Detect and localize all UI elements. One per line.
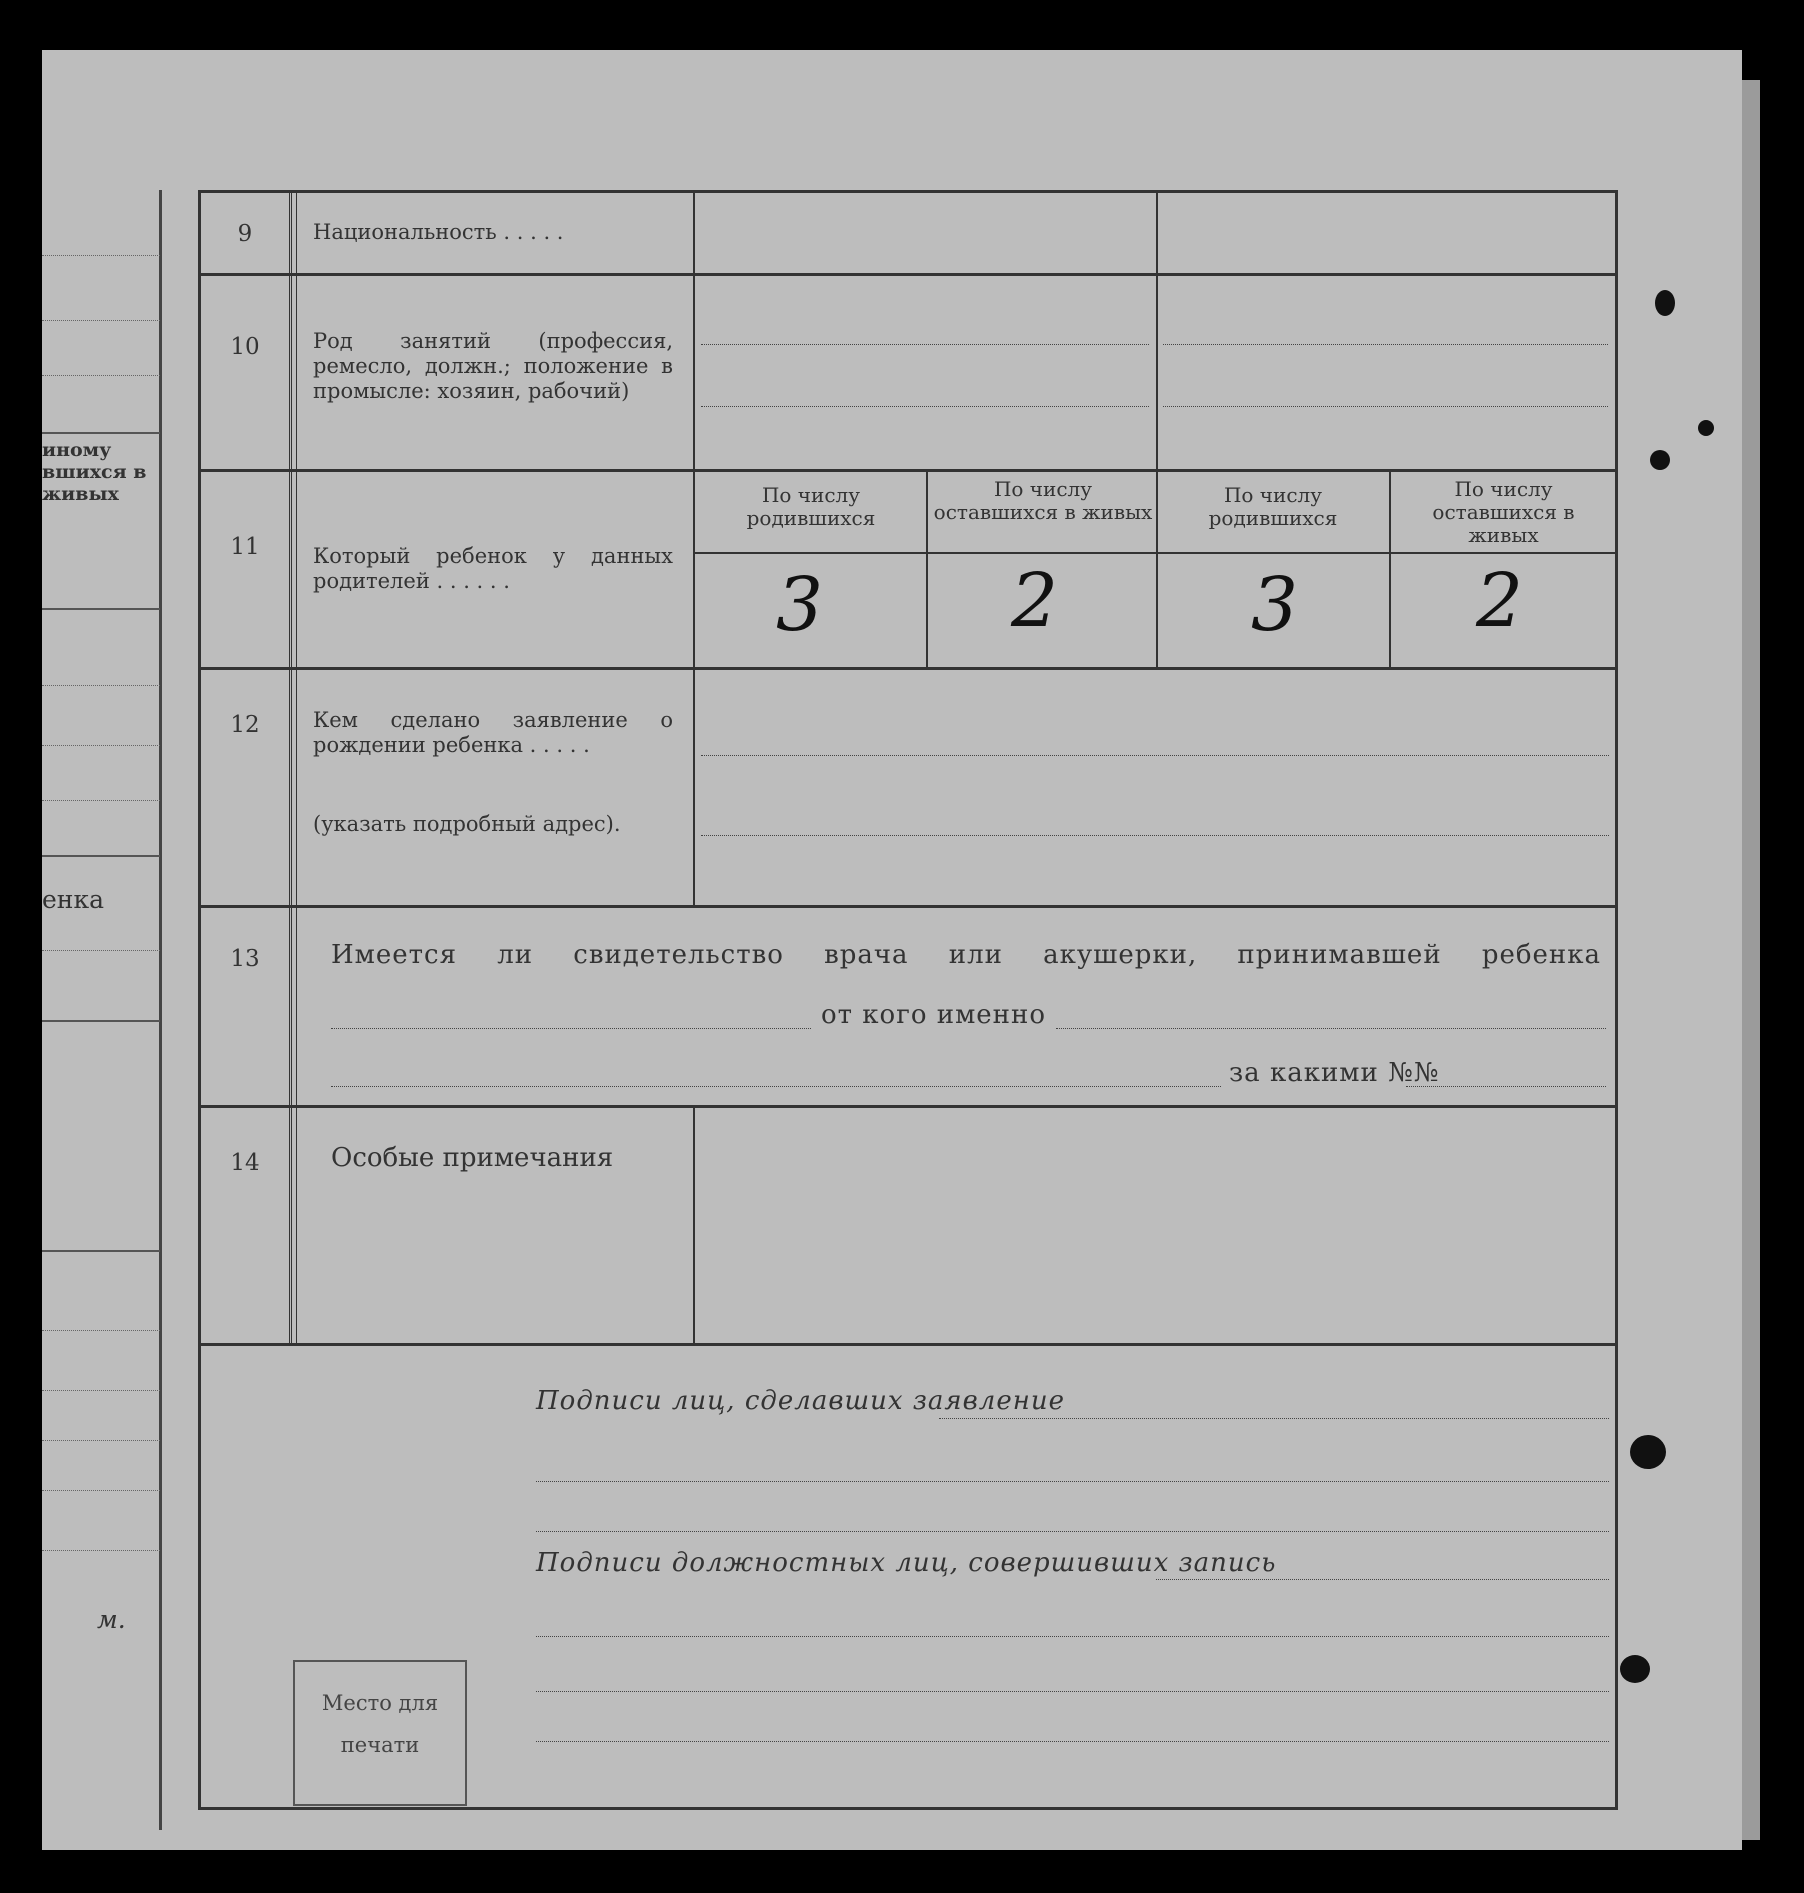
birth-record-form [198,190,1618,1810]
binding-hole [1620,1655,1650,1683]
row-label: Род занятий (профессия, ремесло, должн.; положение в промысле: хозяин, рабочий) [313,329,673,403]
row-sublabel: (указать подробный адрес). [313,812,621,836]
row-number: 14 [230,1150,260,1176]
adjacent-page-strip [42,190,162,1830]
value-living-2: 2 [1476,558,1524,644]
row-occupation [201,276,1615,472]
binding-hole [1698,420,1714,436]
row-child-order [201,472,1615,670]
column-header-born-2: По числу родившихся [1208,483,1338,530]
applicants-signature-label: Подписи лиц, сделавших заявление [536,1386,1065,1416]
document-page [42,50,1742,1850]
row-nationality [201,193,1615,276]
row-label: Который ребенок у данных родителей . . . . . . [313,544,673,593]
column-header-living-2: По числу оставшихся в живых [1432,477,1575,547]
row-certificate [201,908,1615,1108]
row-declarant [201,670,1615,908]
value-born-2: 3 [1251,562,1299,648]
column-header-living-1: По числу оставшихся в живых [933,477,1153,524]
column-header-born-1: По числу родившихся [746,483,876,530]
certificate-from-whom: от кого именно [821,1000,1046,1030]
row-number: 13 [230,946,260,972]
certificate-numbers: за какими №№ [1229,1058,1440,1088]
certificate-question: Имеется ли свидетельство врача или акушерки, принимавшей ребенка [331,940,1601,970]
fragment-line-2: вшихся в [42,461,147,483]
row-number: 9 [237,221,253,247]
row-label: Национальность . . . . . [313,220,564,244]
row-number: 11 [230,534,260,560]
officials-signature-label: Подписи должностных лиц, совершивших запись [536,1548,1277,1578]
fragment-line-5: м. [97,1605,126,1634]
binding-hole [1650,450,1670,470]
fragment-line-4: енка [42,885,104,914]
signatures-section [201,1346,1615,1807]
seal-place-box: Место для печати [293,1660,467,1806]
row-label: Особые примечания [331,1143,614,1173]
row-label: Кем сделано заявление о рождении ребенка . . . . . [313,708,673,757]
value-born-1: 3 [776,562,824,648]
row-special-notes [201,1108,1615,1346]
row-number: 12 [230,712,260,738]
row-number: 10 [230,334,260,360]
value-living-1: 2 [1011,558,1059,644]
fragment-line-1: иному [42,439,112,461]
binding-hole [1630,1435,1666,1469]
binding-hole [1655,290,1675,316]
fragment-line-3: живых [42,483,119,505]
